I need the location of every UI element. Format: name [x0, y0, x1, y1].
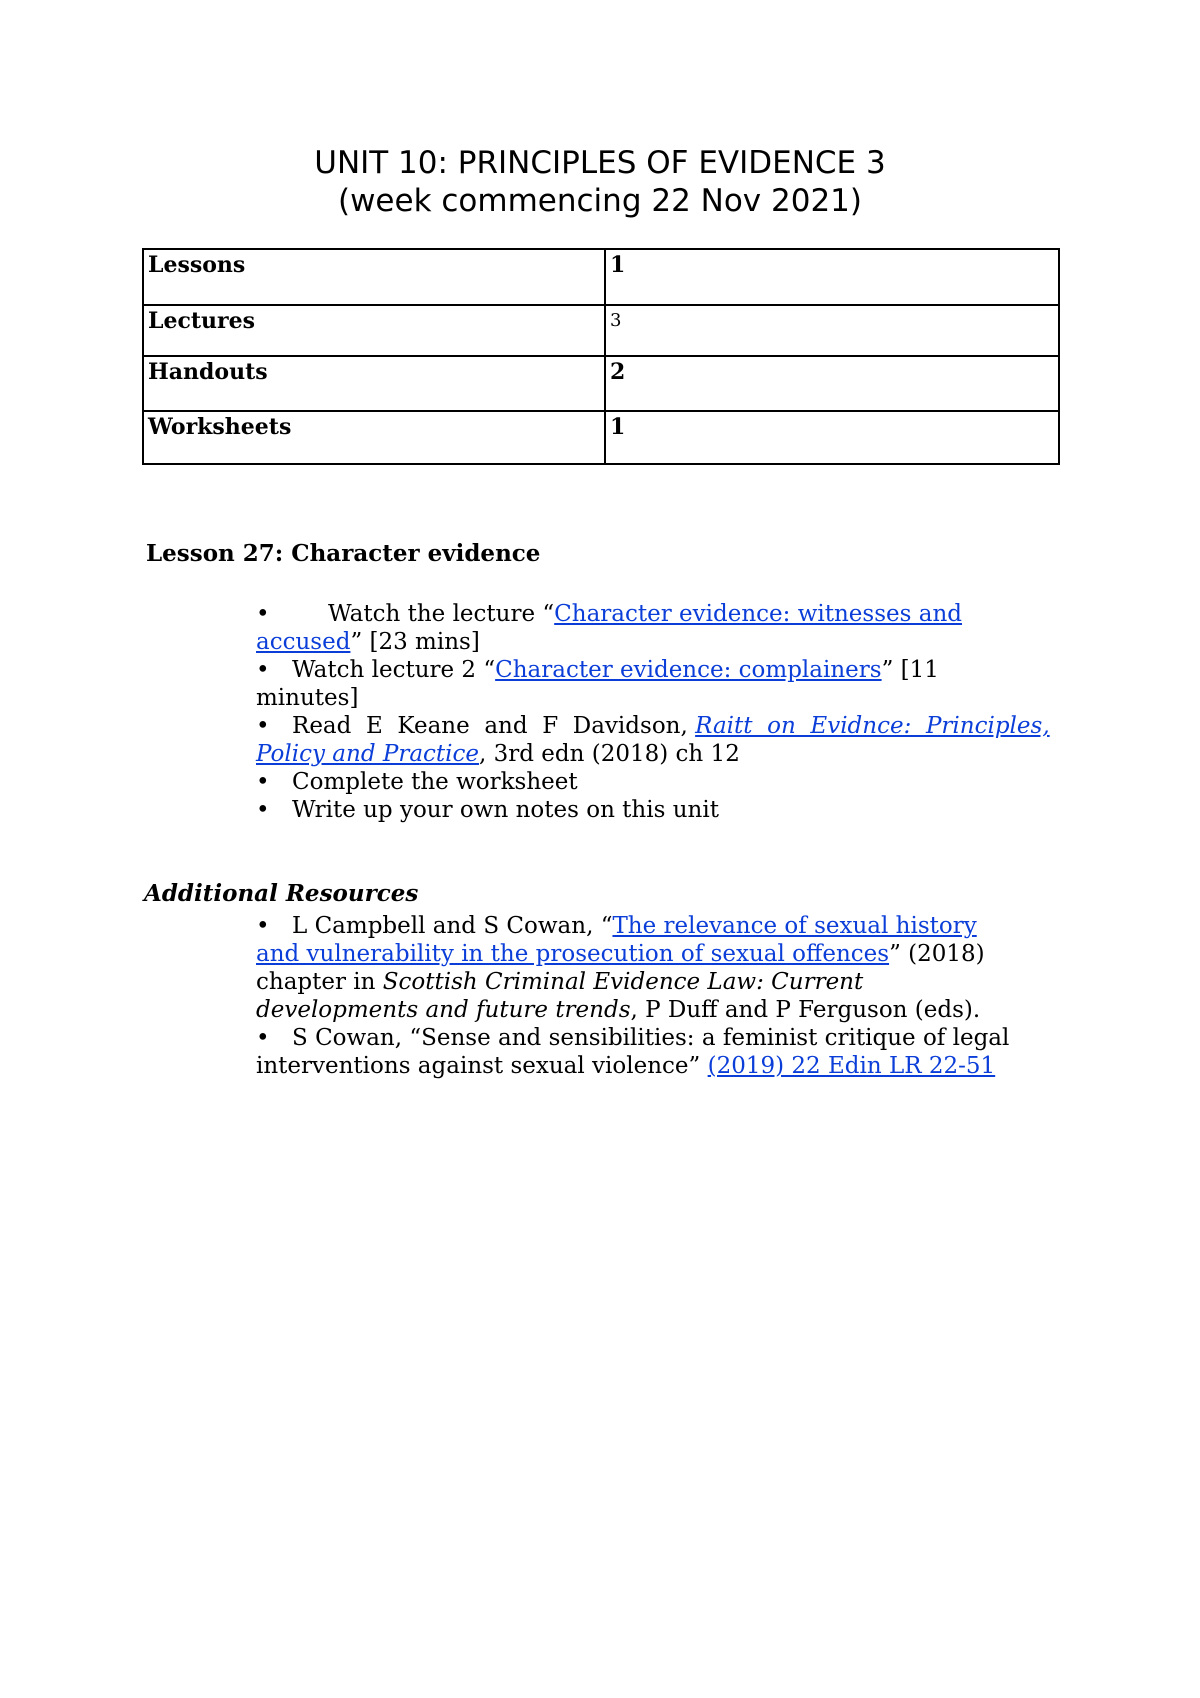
- title-line-week: (week commencing 22 Nov 2021): [337, 183, 862, 219]
- list-item-text: ” (2018): [889, 941, 985, 967]
- table-cell-value: 3: [605, 305, 1059, 356]
- bullet-glyph: •: [256, 797, 270, 823]
- table-cell-value: 2: [605, 356, 1059, 411]
- list-item-text: , P Duff and P Ferguson (eds).: [630, 997, 981, 1023]
- list-item-text: Read E Keane and F Davidson,: [292, 713, 696, 739]
- bullet-glyph: •: [256, 913, 270, 939]
- list-item-text: ” [11: [881, 657, 939, 683]
- book-title: Scottish Criminal Evidence Law: Current: [382, 969, 864, 995]
- list-item-text: interventions against sexual violence”: [256, 1053, 708, 1079]
- bullet-glyph: •: [256, 601, 270, 627]
- table-cell-label: Lessons: [143, 249, 605, 305]
- bullet-glyph: •: [256, 713, 270, 739]
- list-item: [256, 796, 1076, 824]
- list-item-text: L Campbell and S Cowan, “: [292, 913, 613, 939]
- table-cell-label: Handouts: [143, 356, 605, 411]
- list-item-text: minutes]: [256, 685, 359, 711]
- list-item-text: Watch the lecture “: [328, 601, 555, 627]
- list-item-text: Write up your own notes on this unit: [292, 797, 719, 823]
- lesson-task-list: [256, 600, 1076, 824]
- list-item: [256, 1024, 1076, 1080]
- book-title: developments and future trends: [256, 997, 631, 1023]
- bullet-glyph: •: [256, 1025, 270, 1051]
- lecture-link-complainers[interactable]: Character evidence: complainers: [495, 657, 882, 683]
- list-item: [256, 600, 1076, 656]
- additional-resources-heading: Additional Resources: [144, 880, 419, 907]
- list-item-text: ” [23 mins]: [350, 629, 480, 655]
- article-link-sexual-history[interactable]: The relevance of sexual history: [612, 913, 977, 939]
- list-item: [256, 712, 1076, 768]
- article-link-sexual-history-cont[interactable]: and vulnerability in the prosecution of sexual offences: [256, 941, 890, 967]
- list-item: [256, 768, 1076, 796]
- list-item: [256, 656, 1076, 712]
- lesson-heading: Lesson 27: Character evidence: [146, 540, 541, 567]
- list-item-text: S Cowan, “Sense and sensibilities: a feminist critique of legal: [292, 1025, 1010, 1051]
- list-item-text: , 3rd edn (2018) ch 12: [479, 741, 740, 767]
- article-link-edin-lr[interactable]: (2019) 22 Edin LR 22-51: [707, 1053, 996, 1079]
- table-cell-value: 1: [605, 411, 1059, 464]
- lecture-link-witnesses-accused-cont[interactable]: accused: [256, 629, 351, 655]
- summary-table: [142, 248, 1060, 465]
- table-cell-value: 1: [605, 249, 1059, 305]
- table-row-worksheets: [143, 411, 1059, 464]
- list-item: [256, 912, 1076, 1024]
- bullet-glyph: •: [256, 769, 270, 795]
- table-cell-label: Worksheets: [143, 411, 605, 464]
- table-row-lessons: [143, 249, 1059, 305]
- list-item-text: Watch lecture 2 “: [292, 657, 496, 683]
- page-title: [0, 144, 1200, 220]
- table-row-lectures: [143, 305, 1059, 356]
- list-item-text: Complete the worksheet: [292, 769, 578, 795]
- table-cell-label: Lectures: [143, 305, 605, 356]
- book-link-raitt-cont[interactable]: Policy and Practice: [256, 741, 480, 767]
- lecture-link-witnesses-accused[interactable]: Character evidence: witnesses and: [554, 601, 962, 627]
- title-line-unit: UNIT 10: PRINCIPLES OF EVIDENCE 3: [314, 145, 886, 181]
- book-link-raitt[interactable]: Raitt on Evidnce: Principles,: [695, 713, 1050, 739]
- list-item-text: chapter in: [256, 969, 383, 995]
- table-row-handouts: [143, 356, 1059, 411]
- bullet-glyph: •: [256, 657, 270, 683]
- resource-list: [256, 912, 1076, 1080]
